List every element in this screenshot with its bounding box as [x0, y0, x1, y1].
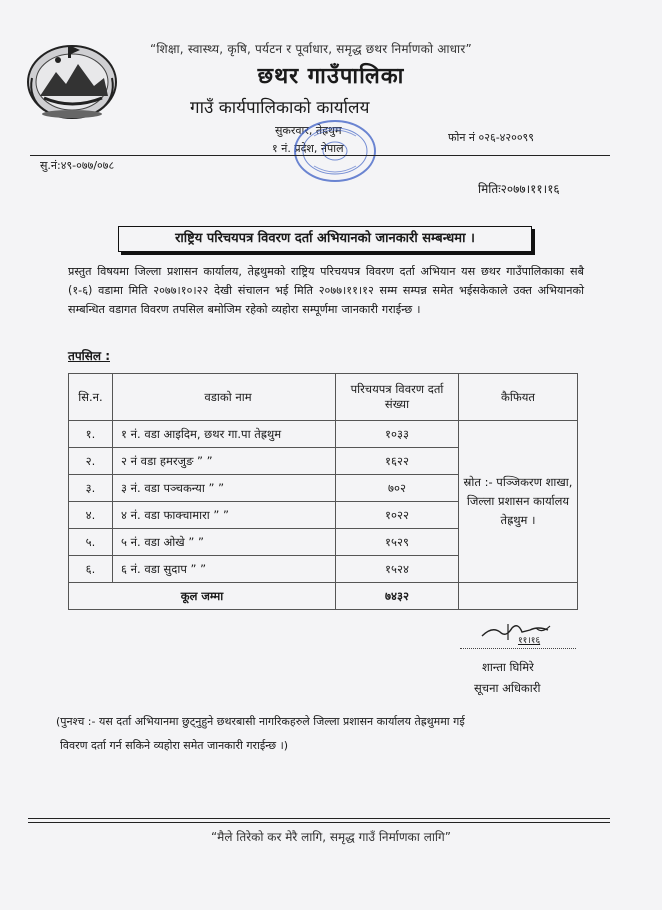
total-remark-empty: [459, 583, 578, 610]
total-label: कूल जम्मा: [69, 583, 336, 610]
row-count: १६२२: [336, 448, 459, 475]
header-ward-name: वडाको नाम: [113, 374, 336, 421]
row-ward-name: ६ नं. वडा सुदाप ” ”: [113, 556, 336, 583]
top-motto: “शिक्षा, स्वास्थ्य, कृषि, पर्यटन र पूर्वाधार, समृद्ध छथर निर्माणको आधार”: [150, 42, 472, 56]
letter-date: मितिः२०७७।११।१६: [478, 182, 560, 196]
reference-number: सु.नं:४९-०७७/०७८: [40, 159, 115, 172]
footer-divider: [28, 818, 610, 819]
row-count: १०३३: [336, 421, 459, 448]
remarks-cell: [459, 421, 578, 583]
row-sn: ६.: [69, 556, 113, 583]
remark-line: स्रोत :- पञ्जिकरण शाखा,: [463, 475, 573, 489]
footer-divider-thin: [28, 822, 610, 823]
header-sn: सि.न.: [69, 374, 113, 421]
body-paragraph: प्रस्तुत विषयमा जिल्ला प्रशासन कार्यालय, तेह्रथुमको राष्ट्रिय परिचयपत्र विवरण दर्ता अभियान यस छथर गाउँपालिकाका सबै (१-६) वडामा मिति २०७७।१०।२२ देखी संचालन भई मिति २०७७।११।१२ सम्म सम्पन्न समेत भईसकेकाले उक्त अभियानको सम्बन्धित वडागत विवरण तपसिल बमोजिम रहेको व्यहोरा सम्पूर्णमा जानकारी गराईन्छ ।: [68, 265, 584, 316]
total-value: ७४३२: [336, 583, 459, 610]
row-sn: ३.: [69, 475, 113, 502]
row-ward-name: १ नं. वडा आइदिम, छथर गा.पा तेह्रथुम: [113, 421, 336, 448]
address-line-1: सुकरवार, तेह्रथुम: [275, 124, 342, 137]
row-count: १५२९: [336, 529, 459, 556]
row-sn: १.: [69, 421, 113, 448]
signatory-title: सूचना अधिकारी: [474, 681, 541, 695]
signatory-name: शान्ता घिमिरे: [482, 660, 534, 674]
row-sn: ४.: [69, 502, 113, 529]
row-ward-name: २ नं वडा हमरजुङ ” ”: [113, 448, 336, 475]
address-line-2: १ नं. प्रदेश, नेपाल: [272, 142, 344, 155]
phone-number: फोन नं ०२६-४२००९९: [448, 131, 534, 144]
row-sn: ५.: [69, 529, 113, 556]
official-stamp: [292, 118, 378, 184]
signature-date: ११।१६: [518, 636, 541, 646]
remark-line: तेह्रथुम ।: [500, 513, 536, 527]
table-header-row: [69, 374, 578, 421]
ward-registration-table: [68, 373, 578, 610]
header-registration-count: परिचयपत्र विवरण दर्ता संख्या: [336, 374, 459, 421]
row-sn: २.: [69, 448, 113, 475]
organization-name: छथर गाउँपालिका: [257, 64, 405, 89]
header-divider: [30, 155, 610, 156]
table-total-row: [69, 583, 578, 610]
subject-heading: राष्ट्रिय परिचयपत्र विवरण दर्ता अभियानको जानकारी सम्बन्धमा ।: [118, 226, 532, 252]
office-name: गाउँ कार्यपालिकाको कार्यालय: [190, 98, 370, 118]
row-ward-name: ४ नं. वडा फाक्चामारा ” ”: [113, 502, 336, 529]
row-count: १०२२: [336, 502, 459, 529]
details-title: तपसिल :: [68, 349, 110, 363]
postscript-line-2: विवरण दर्ता गर्न सकिने व्यहोरा समेत जानकारी गराईन्छ ।): [60, 739, 289, 752]
table-row: [69, 421, 578, 448]
remark-line: जिल्ला प्रशासन कार्यालय: [466, 494, 570, 508]
row-ward-name: ५ नं. वडा ओखे ” ”: [113, 529, 336, 556]
header-remarks: कैफियत: [459, 374, 578, 421]
row-count: १५२४: [336, 556, 459, 583]
postscript-line-1: (पुनश्च :- यस दर्ता अभियानमा छुट्नुहुने छथरबासी नागरिकहरुले जिल्ला प्रशासन कार्यालय तेह्रथुममा गई: [56, 715, 465, 728]
row-ward-name: ३ नं. वडा पञ्चकन्या ” ”: [113, 475, 336, 502]
row-count: ७०२: [336, 475, 459, 502]
signature-line: [460, 648, 576, 649]
footer-motto: “मैले तिरेको कर मेरै लागि, समृद्ध गाउँ निर्माणका लागि”: [210, 830, 452, 844]
